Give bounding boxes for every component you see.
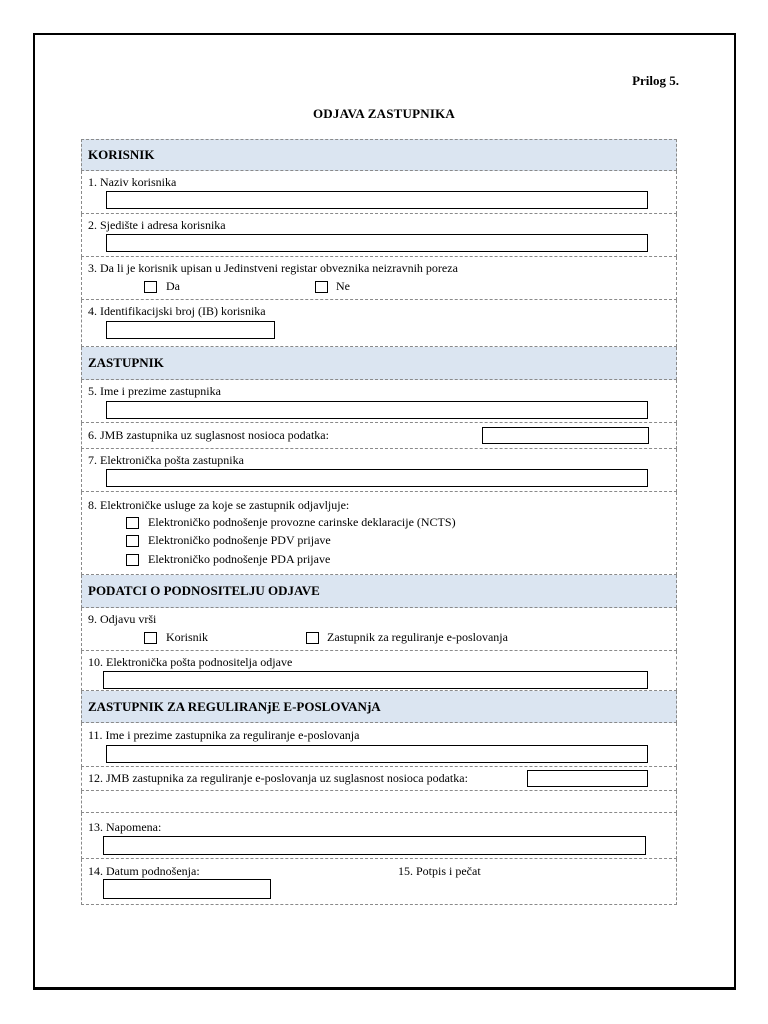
field-label: 12. JMB zastupnika za reguliranje e-poslovanja uz suglasnost nosioca podatka: [88, 771, 468, 785]
registar-da-checkbox[interactable] [144, 281, 157, 293]
section-header-podnositelj [81, 575, 677, 608]
field-label: 3. Da li je korisnik upisan u Jedinstveni registar obveznika neizravnih poreza [88, 261, 458, 275]
empty-row [81, 791, 677, 813]
korisnik-checkbox[interactable] [144, 632, 157, 644]
field-row-usluge [81, 492, 677, 575]
jmb-zastupnika-input[interactable] [482, 427, 649, 444]
field-label: 13. Napomena: [88, 820, 162, 834]
field-label: 4. Identifikacijski broj (IB) korisnika [88, 304, 266, 318]
napomena-input[interactable] [103, 836, 646, 855]
signature-label: 15. Potpis i pečat [398, 864, 481, 878]
field-label: 9. Odjavu vrši [88, 612, 157, 626]
field-label: 6. JMB zastupnika uz suglasnost nosioca podatka: [88, 428, 329, 442]
registar-ne-checkbox[interactable] [315, 281, 328, 293]
deregistration-form [81, 139, 677, 905]
field-row-ib [81, 300, 677, 347]
field-label: 11. Ime i prezime zastupnika za reguliranje e-poslovanja [88, 728, 360, 742]
checkbox-label: Zastupnik za reguliranje e-poslovanja [327, 630, 508, 644]
field-row-sjediste [81, 214, 677, 257]
sjediste-adresa-input[interactable] [106, 234, 648, 252]
field-row-napomena [81, 813, 677, 859]
field-row-jmb-regulatora [81, 767, 677, 791]
ib-input[interactable] [106, 321, 275, 339]
checkbox-label: Elektroničko podnošenje PDA prijave [148, 552, 331, 566]
field-row-odjavu-vrsi [81, 608, 677, 651]
section-header-korisnik [81, 139, 677, 171]
field-label: 10. Elektronička pošta podnositelja odjave [88, 655, 293, 669]
section-title: PODATCI O PODNOSITELJU ODJAVE [88, 583, 320, 598]
field-row-email-podnositelja [81, 651, 677, 691]
field-label: 5. Ime i prezime zastupnika [88, 384, 221, 398]
pdv-checkbox[interactable] [126, 535, 139, 547]
attachment-label: Prilog 5. [632, 73, 679, 88]
checkbox-label: Ne [336, 279, 350, 293]
email-podnositelja-input[interactable] [103, 671, 648, 689]
field-row-naziv [81, 171, 677, 214]
field-label: 14. Datum podnošenja: [88, 864, 200, 878]
checkbox-label: Korisnik [166, 630, 208, 644]
section-header-zastupnik [81, 347, 677, 380]
form-title: ODJAVA ZASTUPNIKA [313, 106, 455, 121]
field-row-email-zastupnika [81, 449, 677, 492]
section-header-regulator [81, 691, 677, 723]
datum-input[interactable] [103, 879, 271, 899]
ime-zastupnika-input[interactable] [106, 401, 648, 419]
checkbox-label: Elektroničko podnošenje PDV prijave [148, 533, 331, 547]
ime-regulatora-input[interactable] [106, 745, 648, 763]
checkbox-label: Elektroničko podnošenje provozne carinske deklaracije (NCTS) [148, 515, 456, 529]
field-row-datum-potpis [81, 859, 677, 905]
email-zastupnika-input[interactable] [106, 469, 648, 487]
section-title: ZASTUPNIK [88, 355, 164, 370]
ncts-checkbox[interactable] [126, 517, 139, 529]
field-row-ime-regulatora [81, 723, 677, 767]
checkbox-label: Da [166, 279, 180, 293]
field-row-ime-zastupnika [81, 380, 677, 423]
section-title: ZASTUPNIK ZA REGULIRANjE E-POSLOVANjA [88, 698, 381, 714]
naziv-korisnika-input[interactable] [106, 191, 648, 209]
field-label: 2. Sjedište i adresa korisnika [88, 218, 226, 232]
field-row-registar [81, 257, 677, 300]
regulator-checkbox[interactable] [306, 632, 319, 644]
field-label: 7. Elektronička pošta zastupnika [88, 453, 244, 467]
field-row-jmb-zastupnika [81, 423, 677, 449]
jmb-regulatora-input[interactable] [527, 770, 648, 787]
pda-checkbox[interactable] [126, 554, 139, 566]
section-title: KORISNIK [88, 147, 155, 162]
field-label: 1. Naziv korisnika [88, 175, 177, 189]
field-label: 8. Elektroničke usluge za koje se zastupnik odjavljuje: [88, 498, 350, 512]
